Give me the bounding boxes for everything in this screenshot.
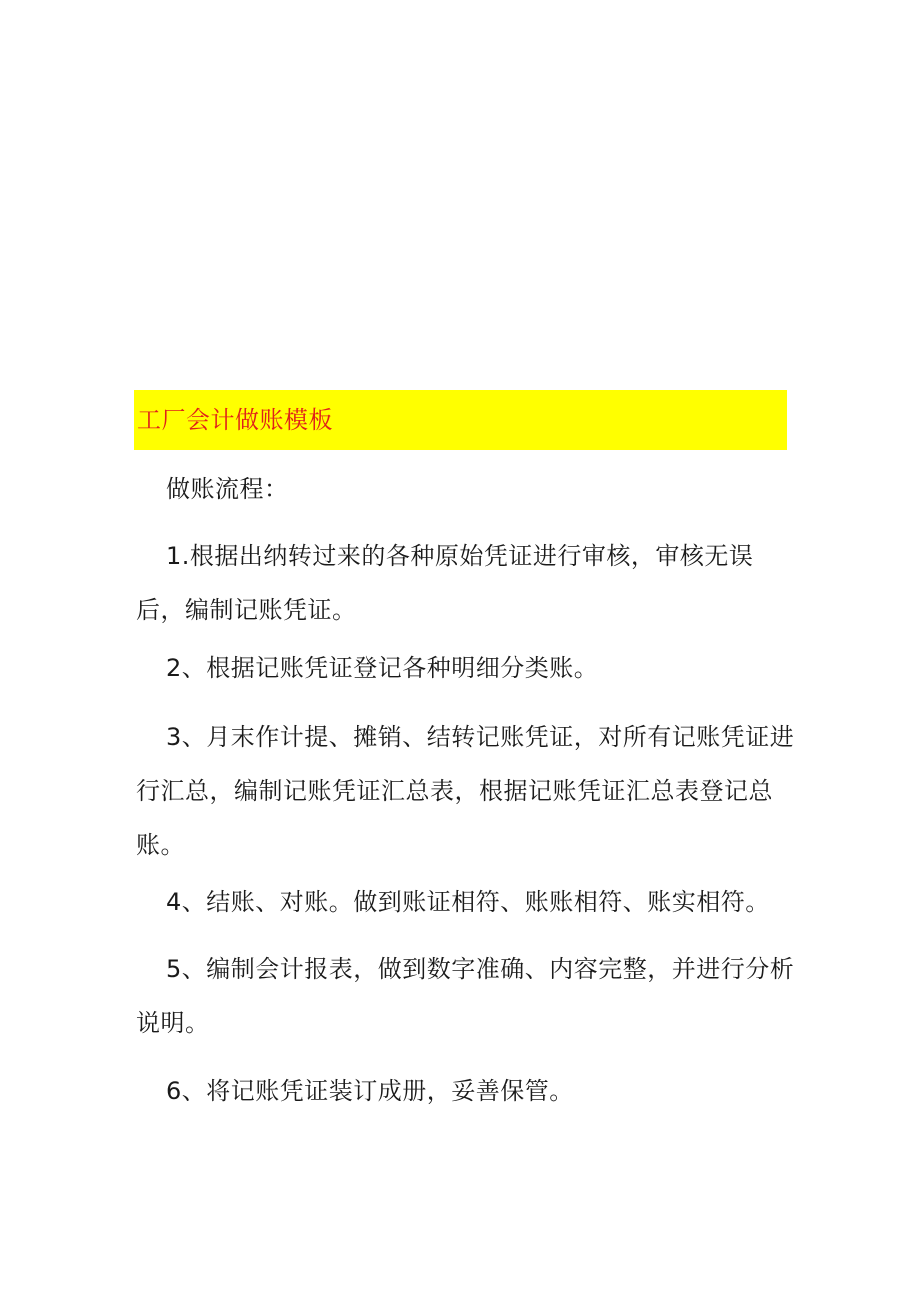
- step-2: 2、根据记账凭证登记各种明细分类账。: [166, 654, 599, 682]
- step-4: 4、结账、对账。做到账证相符、账账相符、账实相符。: [166, 888, 770, 916]
- step-1: 1.根据出纳转过来的各种原始凭证进行审核，审核无误后，编制记账凭证。: [136, 542, 754, 624]
- step-3: 3、月末作计提、摊销、结转记账凭证，对所有记账凭证进行汇总，编制记账凭证汇总表，根据记账凭证汇总表登记总账。: [136, 723, 795, 859]
- document-title: 工厂会计做账模板: [137, 406, 333, 434]
- title-highlight: [134, 390, 787, 450]
- section-heading: 做账流程：: [166, 475, 289, 503]
- step-6: 6、将记账凭证装订成册，妥善保管。: [166, 1077, 574, 1105]
- step-5: 5、编制会计报表，做到数字准确、内容完整，并进行分析说明。: [136, 955, 795, 1037]
